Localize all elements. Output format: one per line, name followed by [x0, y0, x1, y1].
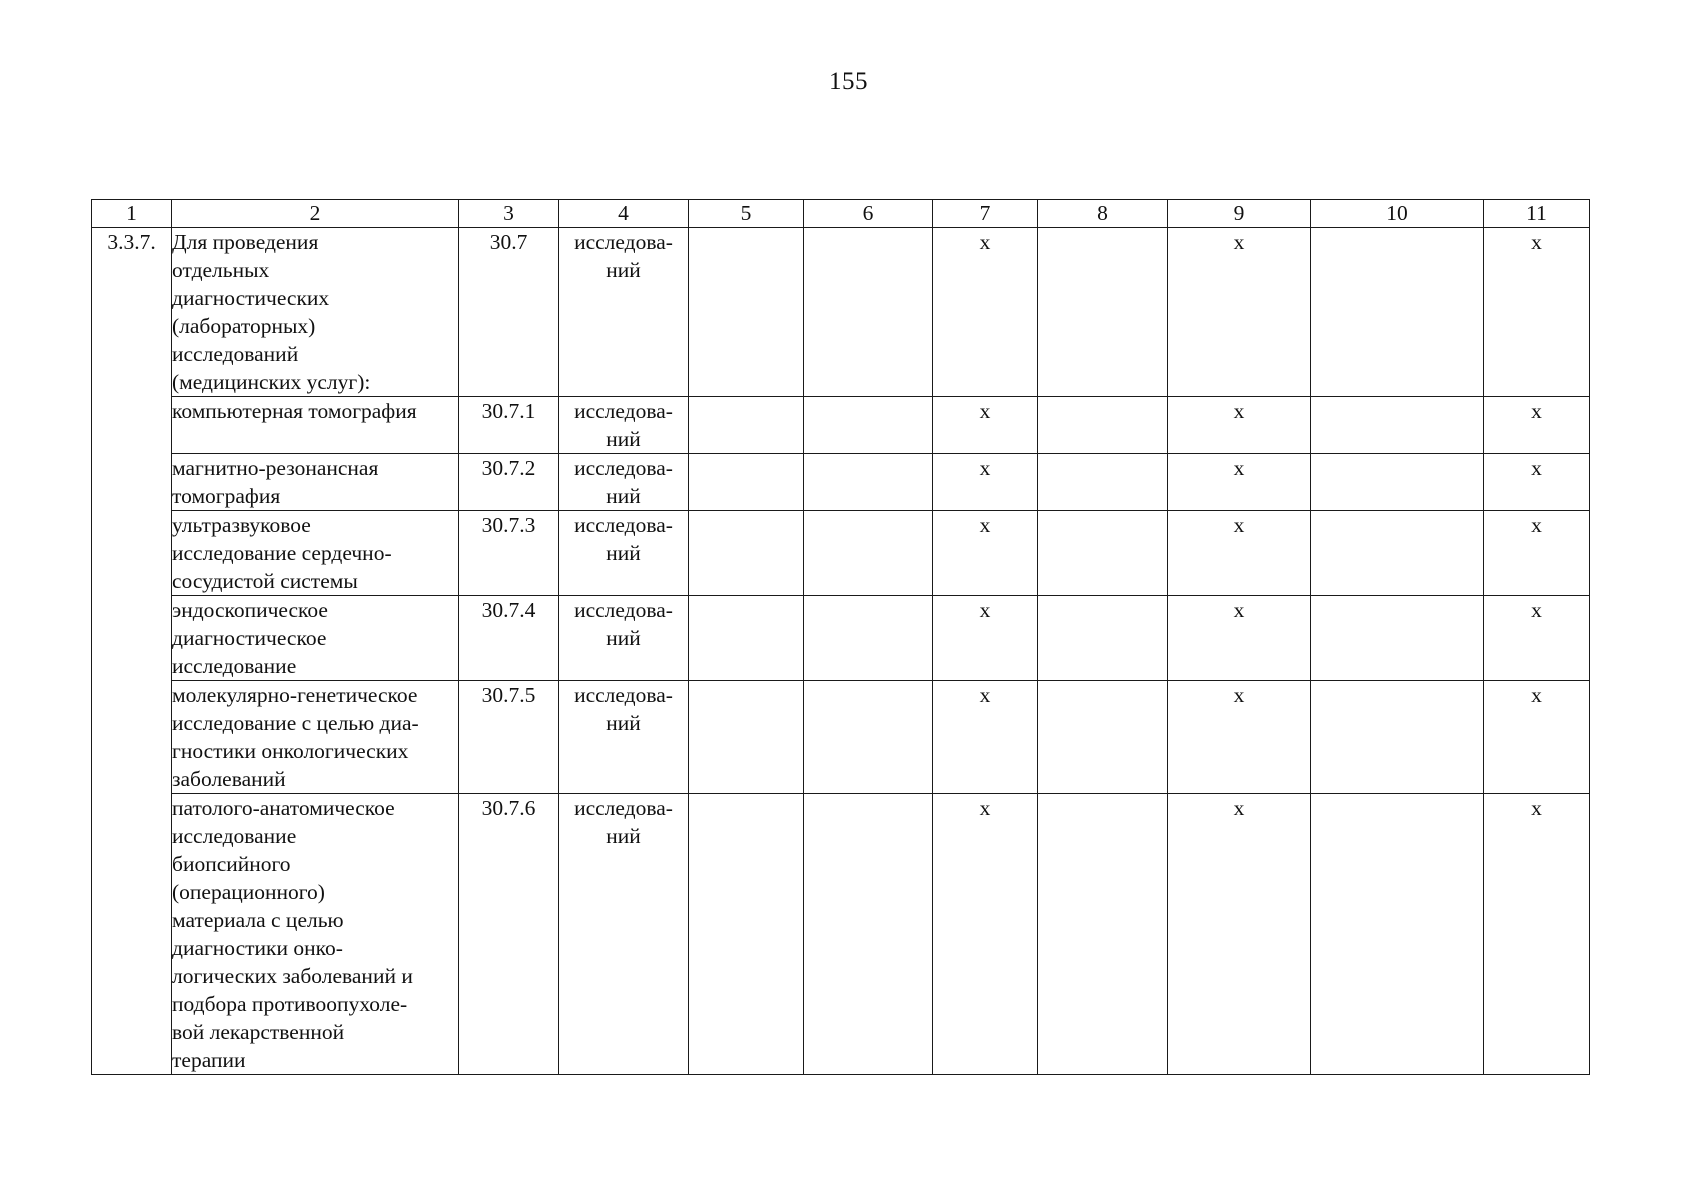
- value-cell-6: [804, 596, 933, 681]
- value-cell-10: [1311, 454, 1484, 511]
- service-name-line: магнитно-резонансная: [172, 456, 379, 480]
- measure-unit-line: ний: [606, 711, 641, 735]
- measure-unit: [559, 511, 689, 596]
- column-header: 10: [1311, 200, 1484, 228]
- measure-unit-line: исследова-: [574, 230, 673, 254]
- table-row: [92, 228, 1590, 397]
- service-name: [172, 397, 459, 454]
- column-header: 1: [92, 200, 172, 228]
- row-number: [92, 794, 172, 1075]
- service-name-line: диагностических: [172, 286, 330, 310]
- column-header: 8: [1038, 200, 1168, 228]
- measure-unit: [559, 397, 689, 454]
- row-code: 30.7.2: [459, 454, 559, 511]
- value-cell-10: [1311, 681, 1484, 794]
- service-name-line: исследований: [172, 342, 299, 366]
- service-name-line: сосудистой системы: [172, 569, 358, 593]
- value-cell-5: [689, 511, 804, 596]
- service-name-line: подбора противоопухоле-: [172, 992, 408, 1016]
- service-name-line: компьютерная томография: [172, 399, 417, 423]
- value-cell-6: [804, 794, 933, 1075]
- service-name-line: исследование сердечно-: [172, 541, 392, 565]
- value-cell-9: х: [1168, 454, 1311, 511]
- service-name-line: молекулярно-генетическое: [172, 683, 418, 707]
- value-cell-9: х: [1168, 511, 1311, 596]
- column-header: 6: [804, 200, 933, 228]
- value-cell-11: х: [1484, 228, 1590, 397]
- value-cell-9: х: [1168, 397, 1311, 454]
- value-cell-5: [689, 794, 804, 1075]
- value-cell-10: [1311, 794, 1484, 1075]
- value-cell-10: [1311, 596, 1484, 681]
- value-cell-11: х: [1484, 681, 1590, 794]
- row-number: [92, 681, 172, 794]
- value-cell-9: х: [1168, 596, 1311, 681]
- value-cell-11: х: [1484, 596, 1590, 681]
- table-row: [92, 454, 1590, 511]
- service-name: [172, 454, 459, 511]
- value-cell-6: [804, 681, 933, 794]
- service-name: [172, 794, 459, 1075]
- service-name-line: Для проведения: [172, 230, 319, 254]
- value-cell-11: х: [1484, 511, 1590, 596]
- service-name-line: (операционного): [172, 880, 325, 904]
- value-cell-9: х: [1168, 794, 1311, 1075]
- measure-unit-line: ний: [606, 427, 641, 451]
- value-cell-8: [1038, 511, 1168, 596]
- measure-unit-line: исследова-: [574, 399, 673, 423]
- table-body: [92, 228, 1590, 1075]
- table-row: [92, 511, 1590, 596]
- service-name-line: гностики онкологических: [172, 739, 409, 763]
- value-cell-8: [1038, 454, 1168, 511]
- column-header: 11: [1484, 200, 1590, 228]
- measure-unit-line: ний: [606, 258, 641, 282]
- value-cell-7: х: [933, 397, 1038, 454]
- service-name-line: заболеваний: [172, 767, 286, 791]
- value-cell-7: х: [933, 228, 1038, 397]
- service-name-line: (медицинских услуг):: [172, 370, 371, 394]
- measure-unit-line: исследова-: [574, 796, 673, 820]
- value-cell-7: х: [933, 681, 1038, 794]
- value-cell-5: [689, 397, 804, 454]
- value-cell-7: х: [933, 511, 1038, 596]
- row-code: 30.7.1: [459, 397, 559, 454]
- measure-unit-line: ний: [606, 824, 641, 848]
- table-row: [92, 397, 1590, 454]
- column-header: 5: [689, 200, 804, 228]
- measure-unit: [559, 794, 689, 1075]
- service-name-line: (лабораторных): [172, 314, 316, 338]
- value-cell-8: [1038, 397, 1168, 454]
- page-number: 155: [829, 68, 868, 95]
- service-name: [172, 511, 459, 596]
- column-header: 9: [1168, 200, 1311, 228]
- service-name-line: исследование: [172, 654, 297, 678]
- row-code: 30.7.4: [459, 596, 559, 681]
- row-number: [92, 596, 172, 681]
- value-cell-11: х: [1484, 397, 1590, 454]
- value-cell-8: [1038, 228, 1168, 397]
- value-cell-8: [1038, 596, 1168, 681]
- row-code: 30.7.3: [459, 511, 559, 596]
- measure-unit: [559, 681, 689, 794]
- value-cell-8: [1038, 681, 1168, 794]
- measure-unit: [559, 596, 689, 681]
- value-cell-10: [1311, 228, 1484, 397]
- measure-unit-line: исследова-: [574, 683, 673, 707]
- value-cell-5: [689, 596, 804, 681]
- measure-unit-line: исследова-: [574, 456, 673, 480]
- service-name-line: исследование: [172, 824, 297, 848]
- service-name-line: вой лекарственной: [172, 1020, 345, 1044]
- value-cell-10: [1311, 397, 1484, 454]
- column-header: 2: [172, 200, 459, 228]
- service-name-line: эндоскопическое: [172, 598, 328, 622]
- service-name-line: отдельных: [172, 258, 270, 282]
- measure-unit-line: исследова-: [574, 513, 673, 537]
- service-name-line: биопсийного: [172, 852, 291, 876]
- column-header: 3: [459, 200, 559, 228]
- service-name-line: патолого-анатомическое: [172, 796, 395, 820]
- measure-unit-line: ний: [606, 626, 641, 650]
- value-cell-6: [804, 228, 933, 397]
- service-name-line: терапии: [172, 1048, 246, 1072]
- table-row: [92, 681, 1590, 794]
- measure-unit-line: исследова-: [574, 598, 673, 622]
- service-name-line: материала с целью: [172, 908, 344, 932]
- row-code: 30.7.5: [459, 681, 559, 794]
- service-name: [172, 596, 459, 681]
- value-cell-5: [689, 681, 804, 794]
- row-number: 3.3.7.: [92, 228, 172, 397]
- column-header: 4: [559, 200, 689, 228]
- value-cell-6: [804, 397, 933, 454]
- value-cell-5: [689, 454, 804, 511]
- service-name-line: диагностики онко-: [172, 936, 343, 960]
- value-cell-11: х: [1484, 454, 1590, 511]
- measure-unit-line: ний: [606, 484, 641, 508]
- column-header: 7: [933, 200, 1038, 228]
- value-cell-8: [1038, 794, 1168, 1075]
- row-code: 30.7.6: [459, 794, 559, 1075]
- measure-unit: [559, 228, 689, 397]
- header-row: [92, 200, 1590, 228]
- service-name: [172, 228, 459, 397]
- value-cell-7: х: [933, 454, 1038, 511]
- value-cell-6: [804, 454, 933, 511]
- service-name-line: диагностическое: [172, 626, 327, 650]
- row-number: [92, 397, 172, 454]
- table-row: [92, 794, 1590, 1075]
- service-name-line: исследование с целью диа-: [172, 711, 419, 735]
- value-cell-10: [1311, 511, 1484, 596]
- row-number: [92, 454, 172, 511]
- service-name-line: томография: [172, 484, 281, 508]
- row-code: 30.7: [459, 228, 559, 397]
- value-cell-6: [804, 511, 933, 596]
- value-cell-9: х: [1168, 681, 1311, 794]
- value-cell-11: х: [1484, 794, 1590, 1075]
- data-table: [91, 199, 1590, 1075]
- value-cell-7: х: [933, 596, 1038, 681]
- table-row: [92, 596, 1590, 681]
- value-cell-5: [689, 228, 804, 397]
- measure-unit: [559, 454, 689, 511]
- value-cell-7: х: [933, 794, 1038, 1075]
- value-cell-9: х: [1168, 228, 1311, 397]
- service-name-line: логических заболеваний и: [172, 964, 413, 988]
- service-name-line: ультразвуковое: [172, 513, 311, 537]
- row-number: [92, 511, 172, 596]
- measure-unit-line: ний: [606, 541, 641, 565]
- service-name: [172, 681, 459, 794]
